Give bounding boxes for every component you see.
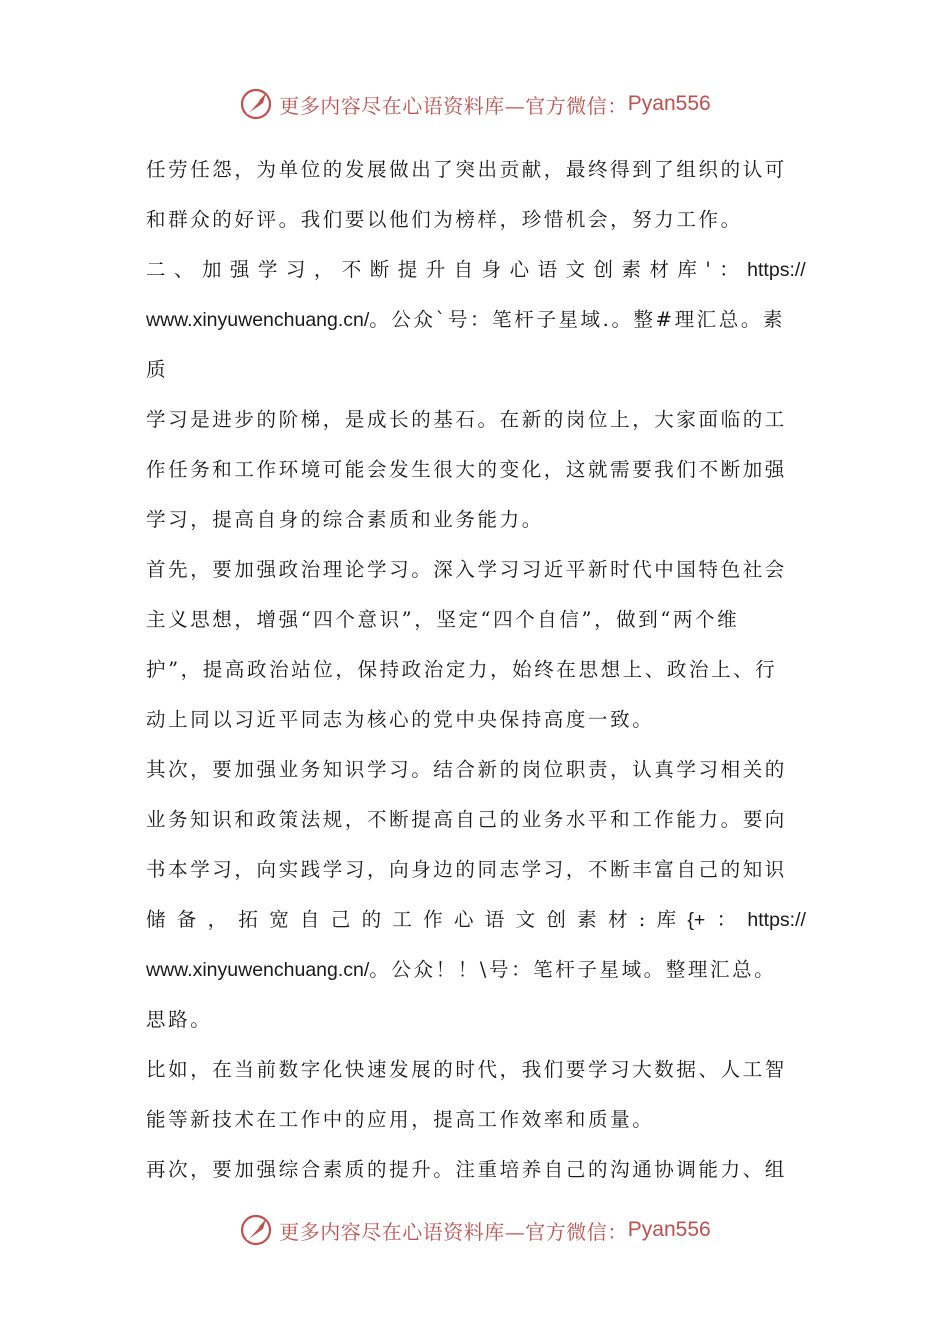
banner-text: 更多内容尽在心语资料库—官方微信： — [279, 93, 628, 118]
text-line: 再次，要加强综合素质的提升。注重培养自己的沟通协调能力、组 — [146, 1158, 787, 1181]
text-glyph: 提 — [397, 258, 418, 281]
text-glyph: https:// — [747, 909, 806, 931]
text-glyph: 宽 — [269, 908, 289, 931]
document-body — [146, 145, 806, 1195]
text-line — [146, 945, 806, 995]
text-glyph: 身 — [481, 258, 502, 281]
text-glyph: 的 — [361, 908, 382, 931]
quill-seal-icon — [239, 87, 273, 121]
text-glyph: 文 — [565, 258, 586, 281]
text-glyph: 作 — [423, 908, 443, 931]
text-line: 业务知识和政策法规，不断提高自己的业务水平和工作能力。要向 — [146, 808, 787, 831]
text-line: 主义思想，增强“四个意识”，坚定“四个自信”，做到“两个维 — [146, 608, 740, 631]
text-glyph: 二 — [146, 258, 166, 281]
banner-text: 更多内容尽在心语资料库—官方微信： — [279, 1219, 628, 1244]
text-line: 任劳任怨，为单位的发展做出了突出贡献，最终得到了组织的认可 — [146, 158, 787, 181]
header-watermark-banner — [0, 84, 950, 124]
text-glyph: 己 — [330, 908, 351, 931]
banner-account: Pyan556 — [627, 1218, 711, 1241]
text-glyph: ： — [716, 908, 737, 931]
quill-seal-icon — [239, 1213, 273, 1247]
text-glyph: 创 — [546, 908, 566, 931]
text-segment: 。公众`号：笔杆子星域.。整#理汇总。素 — [369, 308, 786, 331]
text-glyph: 库 — [656, 908, 677, 931]
text-line: 护”，提高政治站位，保持政治定力，始终在思想上、政治上、行 — [146, 658, 778, 681]
text-line: 和群众的好评。我们要以他们为榜样，珍惜机会，努力工作。 — [146, 208, 743, 231]
text-glyph: 库 — [677, 258, 697, 281]
text-glyph: 备 — [176, 908, 197, 931]
text-glyph: 创 — [593, 258, 614, 281]
text-line — [146, 295, 806, 345]
text-line: 学习是进步的阶梯，是成长的基石。在新的岗位上，大家面临的工 — [146, 408, 787, 431]
text-line: 学习，提高自身的综合素质和业务能力。 — [146, 508, 544, 531]
footer-watermark-banner — [0, 1210, 950, 1250]
text-glyph: ， — [207, 908, 228, 931]
text-glyph: 心 — [509, 258, 530, 281]
text-glyph: 素 — [621, 258, 641, 281]
heading-two-line — [146, 245, 806, 295]
text-line: 比如，在当前数字化快速发展的时代，我们要学习大数据、人工智 — [146, 1058, 787, 1081]
banner-account: Pyan556 — [627, 92, 711, 115]
text-glyph: 习 — [285, 258, 306, 281]
url-text: www.xinyuwenchuang.cn/ — [146, 959, 370, 981]
text-glyph: 材 — [649, 258, 669, 281]
text-line: 其次，要加强业务知识学习。结合新的岗位职责，认真学习相关的 — [146, 758, 787, 781]
text-glyph: : — [638, 908, 646, 931]
text-glyph: ' — [705, 258, 711, 281]
text-line: 质 — [146, 358, 169, 381]
text-line: 动上同以习近平同志为核心的党中央保持高度一致。 — [146, 708, 655, 731]
text-line: 思路。 — [146, 1008, 213, 1031]
text-glyph: {+ — [687, 909, 706, 931]
text-glyph: 加 — [201, 258, 222, 281]
text-glyph: 升 — [425, 258, 446, 281]
text-glyph: 材 — [607, 908, 628, 931]
text-line: 首先，要加强政治理论学习。深入学习习近平新时代中国特色社会 — [146, 558, 787, 581]
text-line: 书本学习，向实践学习，向身边的同志学习，不断丰富自己的知识 — [146, 858, 787, 881]
text-glyph: 储 — [146, 908, 166, 931]
text-glyph: 素 — [577, 908, 597, 931]
text-line — [146, 895, 806, 945]
text-segment: 。公众！！\号：笔杆子星域。整理汇总。 — [369, 958, 777, 981]
text-glyph: 、 — [173, 258, 194, 281]
text-glyph: https:// — [747, 259, 806, 281]
url-text: www.xinyuwenchuang.cn/ — [146, 309, 370, 331]
text-glyph: 断 — [369, 258, 390, 281]
text-glyph: ， — [313, 258, 334, 281]
text-glyph: 拓 — [238, 908, 258, 931]
text-glyph: 自 — [299, 908, 320, 931]
text-line: 能等新技术在工作中的应用，提高工作效率和质量。 — [146, 1108, 655, 1131]
text-glyph: 语 — [537, 258, 558, 281]
text-glyph: 强 — [229, 258, 250, 281]
text-glyph: 心 — [453, 908, 474, 931]
text-glyph: 不 — [341, 258, 362, 281]
text-line: 作任务和工作环境可能会发生很大的变化，这就需要我们不断加强 — [146, 458, 787, 481]
text-glyph: 工 — [392, 908, 412, 931]
text-glyph: 学 — [257, 258, 278, 281]
text-glyph: ： — [719, 258, 739, 281]
text-glyph: 文 — [515, 908, 536, 931]
text-glyph: 自 — [453, 258, 474, 281]
text-glyph: 语 — [484, 908, 505, 931]
